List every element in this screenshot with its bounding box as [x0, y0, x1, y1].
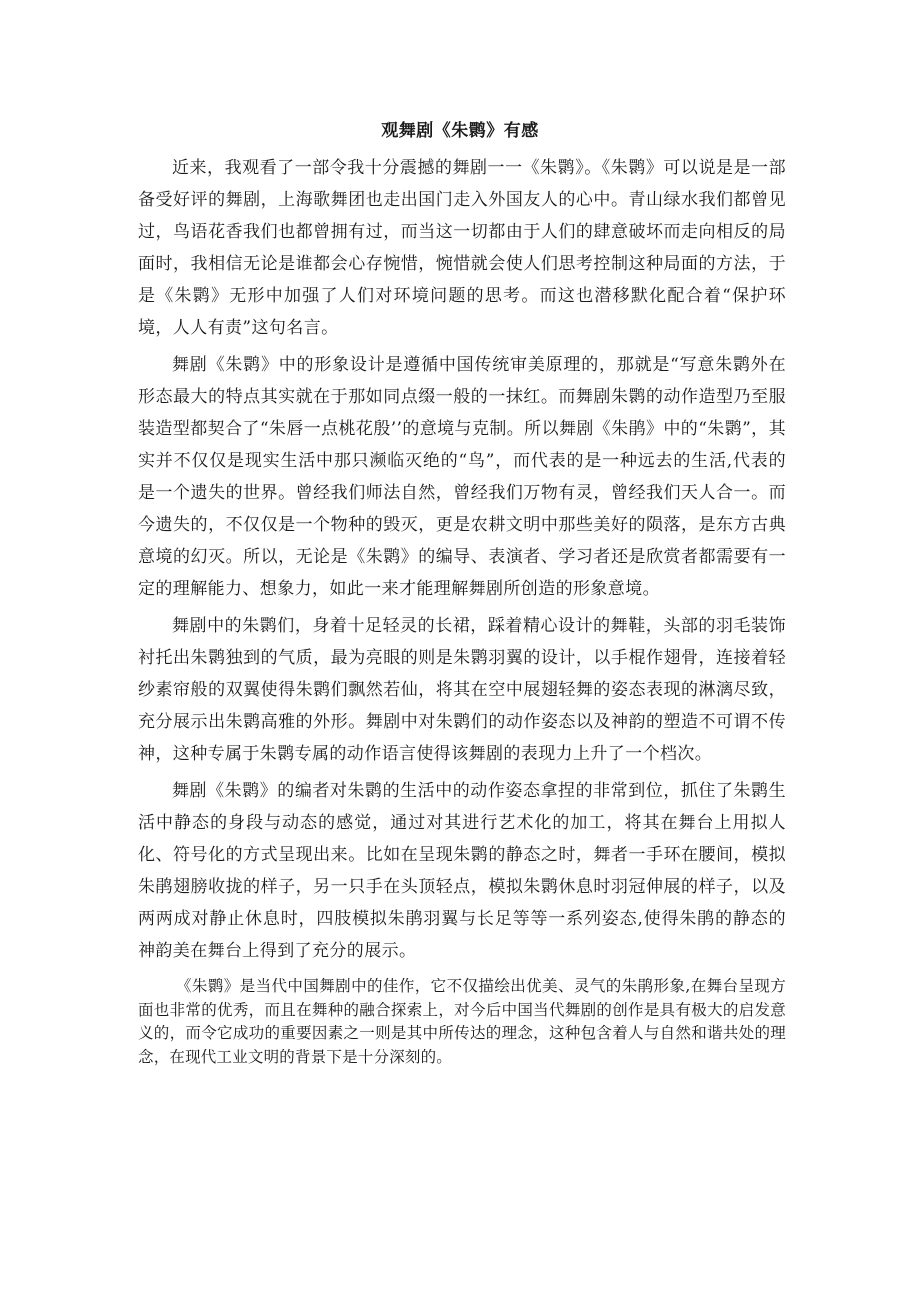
paragraph-2: 舞剧《朱鹮》中的形象设计是遵循中国传统审美原理的，那就是“写意朱鹮外在形态最大的特点其实就在于那如同点缀一般的一抹红。而舞剧朱鹮的动作造型乃至服装造型都契合了“朱唇一点桃花殷’’的意境与克制。所以舞剧《朱鹃》中的“朱鹮”，其实并不仅仅是现实生活中那只濒临灭绝的“鸟”，而代表的是一种远去的生活,代表的是一个遗失的世界。曾经我们师法自然，曾经我们万物有灵，曾经我们天人合一。而今遗失的，不仅仅是一个物种的毁灭，更是农耕文明中那些美好的陨落，是东方古典意境的幻灭。所以，无论是《朱鹮》的编导、表演者、学习者还是欣赏者都需要有一定的理解能力、想象力，如此一来才能理解舞剧所创造的形象意境。 [138, 355, 786, 599]
document-body [138, 152, 786, 1069]
paragraph-3: 舞剧中的朱鹮们，身着十足轻灵的长裙，踩着精心设计的舞鞋，头部的羽毛装饰衬托出朱鹮独到的气质，最为亮眼的则是朱鹮羽翼的设计，以手棍作翅骨，连接着轻纱素帘般的双翼使得朱鹮们飘然若仙，将其在空中展翅轻舞的姿态表现的淋漓尽致，充分展示出朱鹮高雅的外形。舞剧中对朱鹮们的动作姿态以及神韵的塑造不可谓不传神，这种专属于朱鹮专属的动作语言使得该舞剧的表现力上升了一个档次。 [138, 616, 786, 764]
paragraph-4: 舞剧《朱鹮》的编者对朱鹮的生活中的动作姿态拿捏的非常到位，抓住了朱鹮生活中静态的身段与动态的感觉，通过对其进行艺术化的加工，将其在舞台上用拟人化、符号化的方式呈现出来。比如在呈现朱鹮的静态之时，舞者一手环在腰间，模拟朱鹃翅膀收拢的样子，另一只手在头顶轻点，模拟朱鹮休息时羽冠伸展的样子，以及两两成对静止休息时，四肢模拟朱鹃羽翼与长足等等一系列姿态,使得朱鹃的静态的神韵美在舞台上得到了充分的展示。 [138, 781, 786, 961]
paragraph-5: 《朱鹮》是当代中国舞剧中的佳作，它不仅描绘出优美、灵气的朱鹃形象,在舞台呈现方面也非常的优秀，而且在舞种的融合探索上，对今后中国当代舞剧的创作是具有极大的启发意义的，而令它成功的重要因素之一则是其中所传达的理念，这种包含着人与自然和谐共处的理念，在现代工业文明的背景下是十分深刻的。 [138, 977, 786, 1066]
document-title: 观舞剧《朱鹮》有感 [381, 121, 539, 141]
paragraph-1: 近来，我观看了一部令我十分震撼的舞剧一一《朱鹮》。《朱鹮》可以说是是一部备受好评的舞剧，上海歌舞团也走出国门走入外国友人的心中。青山绿水我们都曾见过，鸟语花香我们也都曾拥有过，而当这一切都由于人们的肆意破坏而走向相反的局面时，我相信无论是谁都会心存惋惜，惋惜就会使人们思考控制这种局面的方法，于是《朱鹮》无形中加强了人们对环境问题的思考。而这也潜移默化配合着“保护环境，人人有责”这句名言。 [138, 158, 786, 338]
